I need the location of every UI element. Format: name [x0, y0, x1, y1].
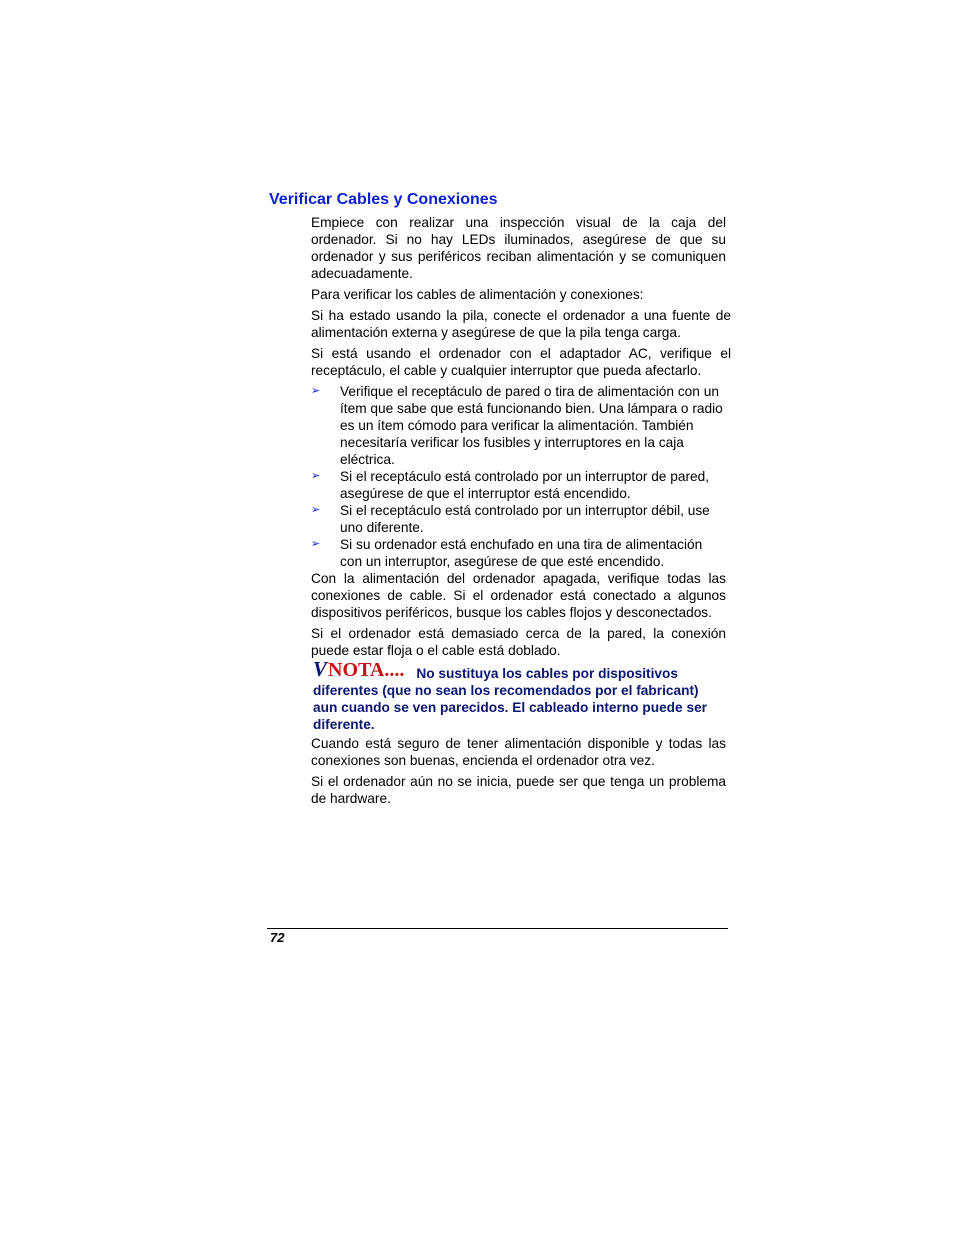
body-column [311, 214, 731, 811]
paragraph-power-on: Cuando está seguro de tener alimentación disponible y todas las conexiones son buenas, encienda el ordenador otra vez. [311, 736, 726, 768]
page-number: 72 [270, 930, 285, 945]
bullet-list [311, 383, 726, 570]
list-item [311, 383, 726, 468]
paragraph-check-cables: Con la alimentación del ordenador apagada, verifique todas las conexiones de cable. Si el ordenador está conectado a algunos dispositivos periféricos, busque los cables flojos y desconectados. [311, 571, 726, 620]
paragraph-wall-distance: Si el ordenador está demasiado cerca de la pared, la conexión puede estar floja o el cable está doblado. [311, 626, 726, 658]
list-item-text: Si el receptáculo está controlado por un interruptor débil, use uno diferente. [340, 503, 710, 535]
paragraph-instruction: Para verificar los cables de alimentación y conexiones: [311, 287, 644, 302]
note-icon: V [313, 657, 328, 681]
list-item-text: Si el receptáculo está controlado por un interruptor de pared, asegúrese de que el interruptor está encendido. [340, 469, 710, 501]
arrow-bullet-icon: ➢ [311, 538, 321, 550]
paragraph-ac-adapter: Si está usando el ordenador con el adaptador AC, verifique el receptáculo, el cable y cualquier interruptor que pueda afectarlo. [311, 346, 731, 378]
arrow-bullet-icon: ➢ [311, 504, 321, 516]
arrow-bullet-icon: ➢ [311, 470, 321, 482]
note-logo-text: NOTA.... [328, 659, 405, 681]
list-item-text: Verifique el receptáculo de pared o tira de alimentación con un ítem que sabe que está funcionando bien. Una lámpara o radio es un ítem cómodo para verificar la alimentación. También necesitaría verificar los fusibles y interruptores en la caja eléctrica. [340, 384, 723, 467]
list-item [311, 468, 726, 502]
paragraph-battery: Si ha estado usando la pila, conecte el ordenador a una fuente de alimentación externa y asegúrese de que la pila tenga carga. [311, 308, 731, 340]
arrow-bullet-icon: ➢ [311, 385, 321, 397]
paragraph-intro: Empiece con realizar una inspección visual de la caja del ordenador. Si no hay LEDs iluminados, asegúrese de que su ordenador y sus periféricos reciban alimentación y se comuniquen adecuadamente. [311, 215, 726, 281]
note-box [313, 657, 723, 733]
note-logo [313, 657, 405, 681]
footer-rule [267, 928, 728, 929]
list-item [311, 502, 726, 536]
list-item [311, 536, 726, 570]
section-title: Verificar Cables y Conexiones [269, 191, 498, 208]
list-item-text: Si su ordenador está enchufado en una tira de alimentación con un interruptor, asegúrese de que esté encendido. [340, 537, 703, 569]
paragraph-hardware-problem: Si el ordenador aún no se inicia, puede ser que tenga un problema de hardware. [311, 774, 726, 806]
note-text: No sustituya los cables por dispositivos diferentes (que no sean los recomendados por el fabricant) aun cuando se ven parecidos. El cableado interno puede ser diferente. [313, 666, 708, 732]
